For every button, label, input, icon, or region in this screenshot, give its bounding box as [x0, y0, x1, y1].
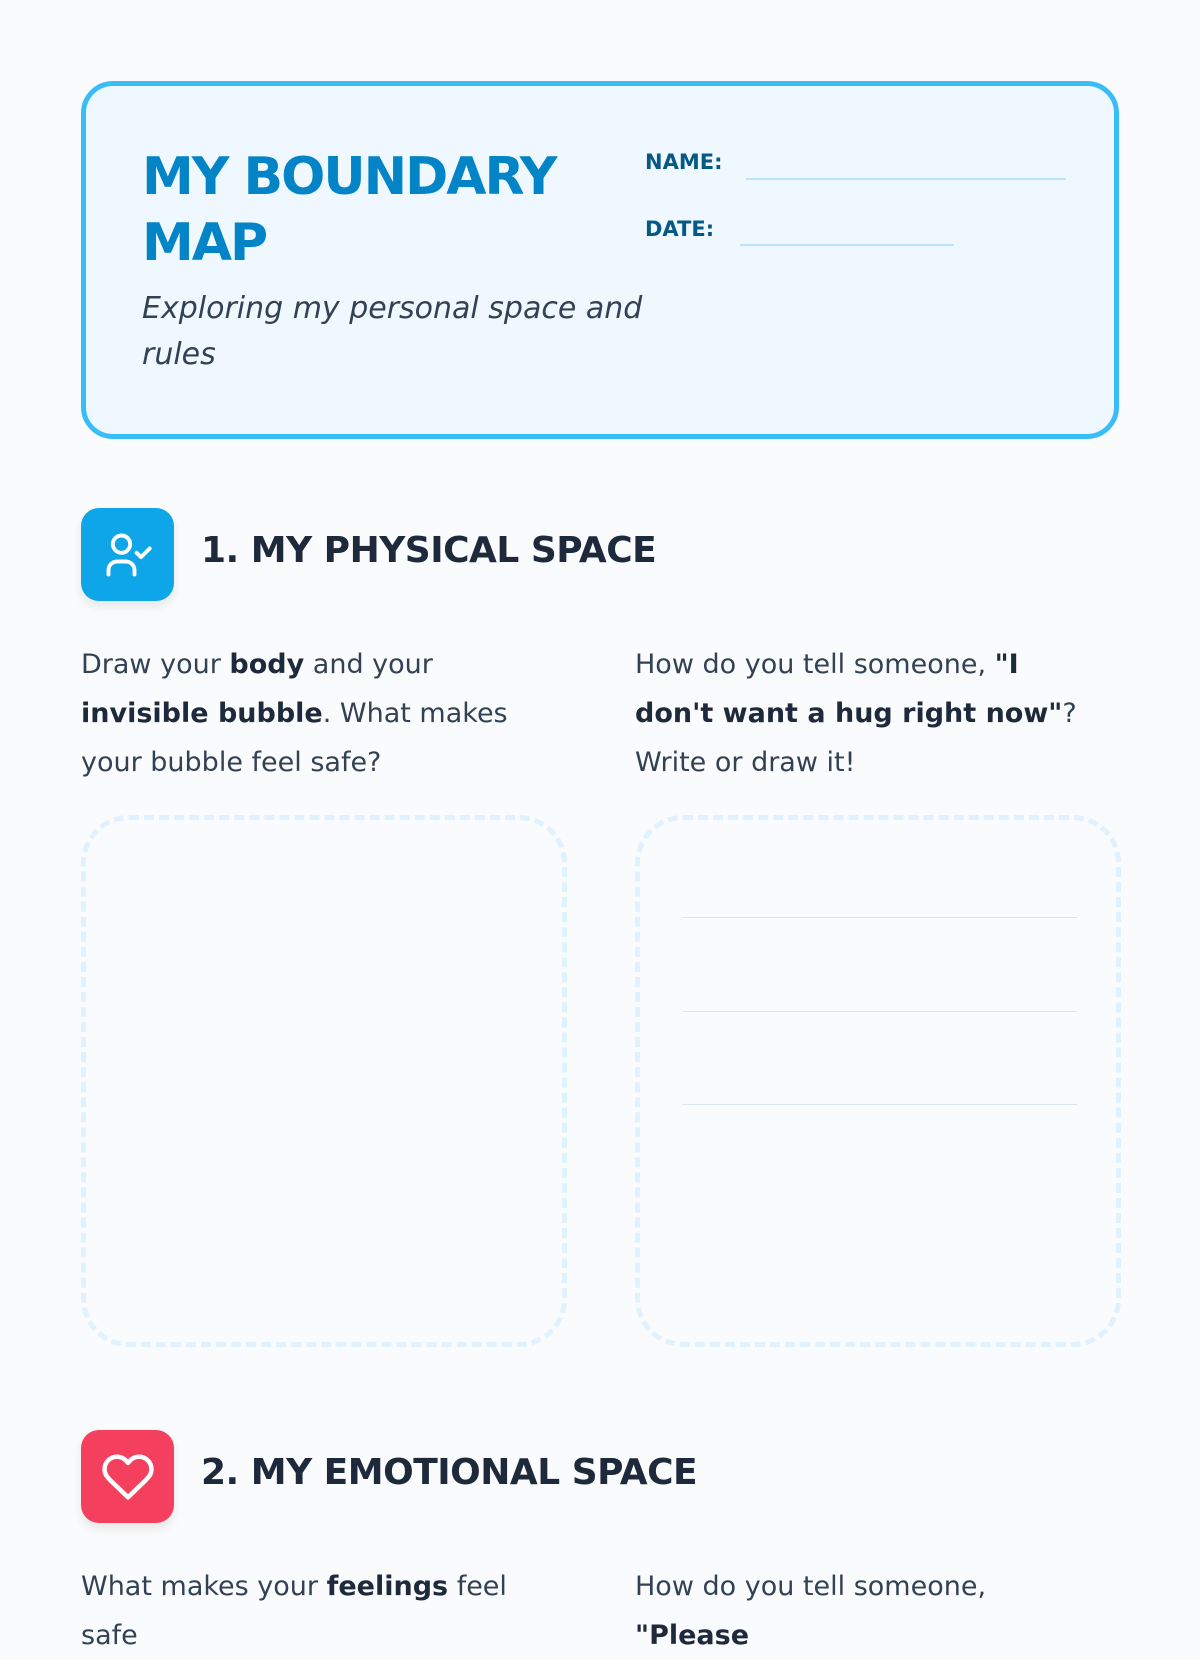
section-title-emotional: 2. MY EMOTIONAL SPACE	[201, 1452, 698, 1493]
writing-line	[682, 1011, 1077, 1012]
writing-area-hug[interactable]	[635, 815, 1121, 1347]
drawing-area-body[interactable]	[81, 815, 567, 1347]
writing-line	[682, 1104, 1077, 1105]
physical-prompt-left: Draw your body and your invisible bubble. What makes your bubble feel safe?	[81, 649, 508, 778]
name-field[interactable]	[746, 178, 1066, 180]
writing-line	[682, 917, 1077, 918]
heart-icon	[81, 1430, 174, 1523]
header-card	[81, 81, 1119, 439]
name-label: NAME:	[645, 150, 723, 174]
date-label: DATE:	[645, 217, 715, 241]
physical-prompt-right: How do you tell someone, "I don't want a hug right now"? Write or draw it!	[635, 649, 1077, 778]
user-check-icon	[81, 508, 174, 601]
page-title: MY BOUNDARY MAP	[142, 147, 556, 273]
page-subtitle: Exploring my personal space and rules	[142, 291, 643, 372]
emotional-prompt-right: How do you tell someone, "Please	[635, 1571, 987, 1651]
date-field[interactable]	[740, 244, 954, 246]
section-title-physical: 1. MY PHYSICAL SPACE	[201, 530, 657, 571]
emotional-prompt-left: What makes your feelings feel safe	[81, 1571, 507, 1651]
